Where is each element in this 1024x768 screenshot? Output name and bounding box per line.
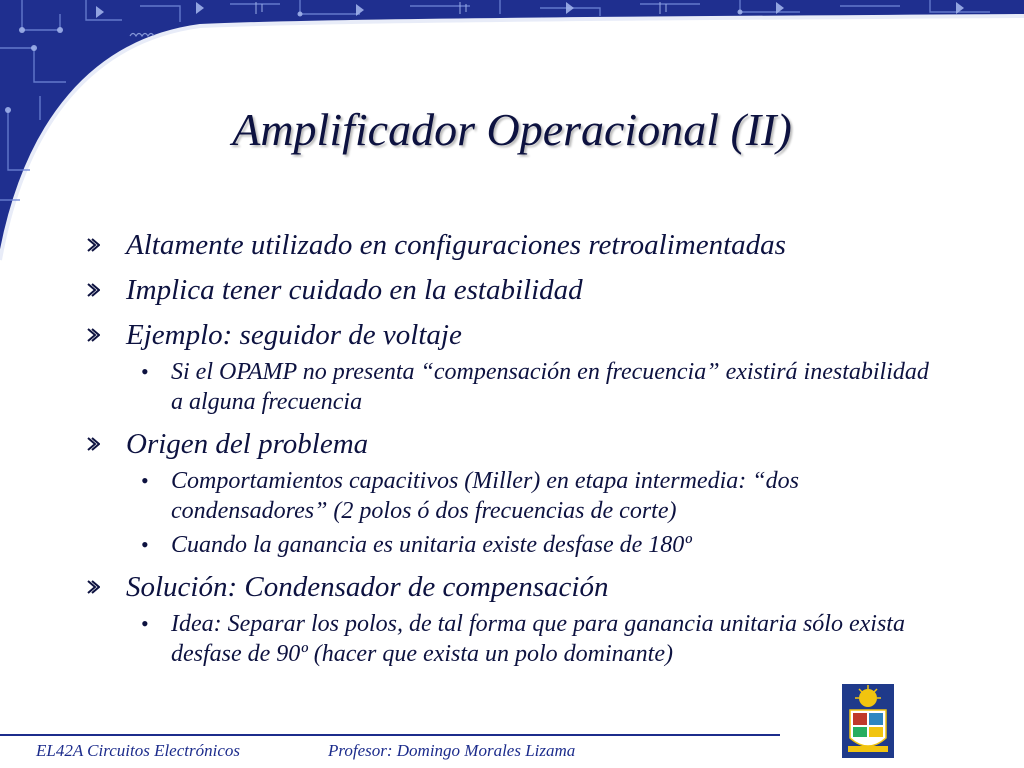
bullet-item (86, 273, 936, 308)
bullet-text: Solución: Condensador de compensación (126, 571, 609, 603)
footer-professor: Profesor: Domingo Morales Lizama (328, 741, 576, 760)
arrow-bullet-icon (86, 579, 100, 595)
arrow-bullet-icon (86, 282, 100, 298)
bullet-item (86, 570, 936, 669)
bullet-item (86, 427, 936, 560)
sub-bullet-item (126, 530, 936, 560)
dot-bullet-icon: • (141, 468, 149, 493)
footer-divider (0, 734, 780, 736)
sub-bullet-item (126, 609, 936, 669)
sub-bullet-item (126, 466, 936, 526)
bullet-text: Altamente utilizado en configuraciones retroalimentadas (126, 229, 786, 261)
bullet-text: Ejemplo: seguidor de voltaje (126, 319, 462, 351)
sub-bullet-list (126, 466, 936, 560)
university-crest-icon (842, 684, 894, 758)
arrow-bullet-icon (86, 436, 100, 452)
dot-bullet-icon: • (141, 532, 149, 557)
sub-bullet-list (126, 357, 936, 417)
bullet-item (86, 318, 936, 417)
sub-bullet-item (126, 357, 936, 417)
bullet-text: Origen del problema (126, 428, 369, 460)
sub-bullet-list (126, 609, 936, 669)
footer-course-name: EL42A Circuitos Electrónicos (36, 741, 240, 760)
sub-bullet-text: Si el OPAMP no presenta “compensación en frecuencia” existirá inestabilidad a alguna frecuencia (171, 359, 929, 415)
arrow-bullet-icon (86, 237, 100, 253)
arrow-bullet-icon (86, 327, 100, 343)
slide-title: Amplificador Operacional (II) (232, 104, 792, 155)
sub-bullet-text: Cuando la ganancia es unitaria existe desfase de 180º (171, 532, 692, 558)
bullet-item (86, 228, 936, 263)
sub-bullet-text: Comportamientos capacitivos (Miller) en etapa intermedia: “dos condensadores” (2 polos ó dos frecuencias de corte) (171, 468, 799, 524)
bullet-list (86, 224, 936, 669)
dot-bullet-icon: • (141, 611, 149, 636)
dot-bullet-icon: • (141, 359, 149, 384)
bullet-text: Implica tener cuidado en la estabilidad (126, 274, 583, 306)
sub-bullet-text: Idea: Separar los polos, de tal forma que para ganancia unitaria sólo exista desfase de 90º (hacer que exista un polo dominante) (171, 611, 905, 667)
